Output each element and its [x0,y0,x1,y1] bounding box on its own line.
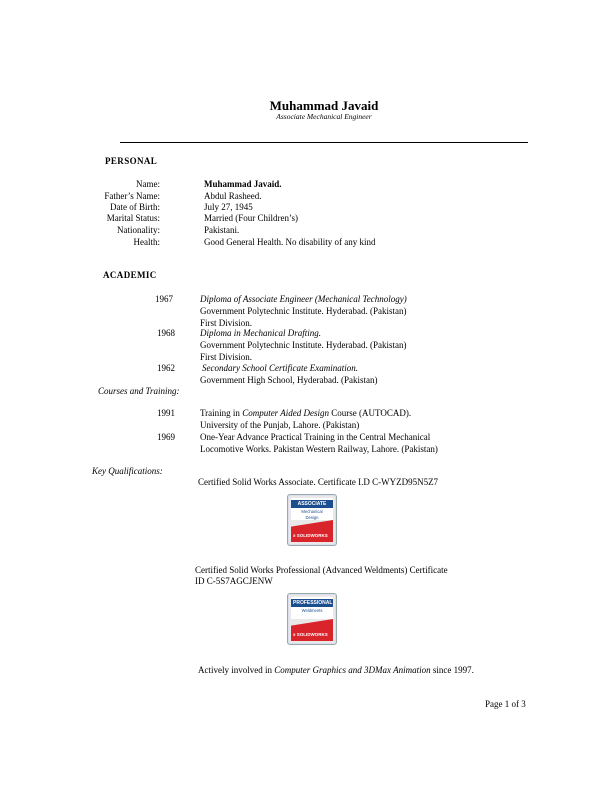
badge-line2: Design [305,515,319,520]
header-divider [120,142,528,143]
academic-title: Secondary School Certificate Examination. [202,363,358,373]
academic-year: 1967 [155,294,173,304]
badge-line1: Mechanical [301,509,323,514]
personal-label-nationality: Nationality: [117,225,160,235]
course-description: One-Year Advance Practical Training in the Central Mechanical [200,432,431,442]
personal-heading: PERSONAL [105,156,158,166]
personal-value-marital: Married (Four Children’s) [204,213,298,223]
personal-label-name: Name: [136,179,160,189]
personal-value-father: Abdul Rasheed. [204,191,262,201]
certificate-associate: Certified Solid Works Associate. Certificate I.D C-WYZD95N5Z7 [198,477,439,487]
course-year: 1969 [157,432,175,442]
certificate-professional: Certified Solid Works Professional (Advanced Weldments) Certificate [195,565,448,575]
personal-value-nationality: Pakistani. [204,225,240,235]
certificate-professional-id: ID C-5S7AGCJENW [195,576,273,586]
solidworks-logo-icon: ƨ SOLIDWORKS [293,632,328,637]
badge-red-band [291,619,333,641]
personal-label-marital: Marital Status: [106,213,160,223]
personal-value-dob: July 27, 1945 [204,202,253,212]
involvement-statement: Actively involved in Computer Graphics and 3DMax Animation since 1997. [198,665,474,675]
academic-institution: Government Polytechnic Institute. Hyderabad. (Pakistan) [200,306,407,316]
solidworks-professional-badge [287,593,337,645]
personal-label-father: Father’s Name: [104,191,160,201]
course-institution: University of the Punjab, Lahore. (Pakistan) [200,420,360,430]
solidworks-associate-badge [287,494,337,546]
page-number: Page 1 of 3 [485,699,526,709]
academic-title: Diploma in Mechanical Drafting. [200,328,321,338]
academic-result: First Division. [200,352,253,362]
academic-institution: Government Polytechnic Institute. Hyderabad. (Pakistan) [200,340,407,350]
personal-label-health: Health: [133,237,160,247]
resume-title: Associate Mechanical Engineer [276,112,372,121]
academic-result: First Division. [200,318,253,328]
academic-heading: ACADEMIC [103,270,157,280]
badge-level: PROFESSIONAL [293,600,333,606]
personal-value-name: Muhammad Javaid. [204,179,282,189]
course-description: Training in Computer Aided Design Course (AUTOCAD). [200,408,412,418]
badge-line1: Weldments [301,608,323,613]
course-institution: Locomotive Works. Pakistan Western Railway, Lahore. (Pakistan) [200,444,438,454]
academic-title: Diploma of Associate Engineer (Mechanical Technology) [200,294,407,304]
badge-level: ASSOCIATE [291,500,333,508]
qualifications-label: Key Qualifications: [92,466,163,476]
course-year: 1991 [157,408,175,418]
personal-value-health: Good General Health. No disability of any kind [204,237,376,247]
resume-name: Muhammad Javaid [269,98,379,113]
academic-year: 1962 [157,363,175,373]
academic-year: 1968 [157,328,175,338]
personal-label-dob: Date of Birth: [110,202,160,212]
academic-institution: Government High School, Hyderabad. (Pakistan) [200,375,378,385]
courses-label: Courses and Training: [98,386,180,396]
solidworks-logo-icon: ƨ SOLIDWORKS [293,533,328,538]
badge-red-band [291,520,333,542]
